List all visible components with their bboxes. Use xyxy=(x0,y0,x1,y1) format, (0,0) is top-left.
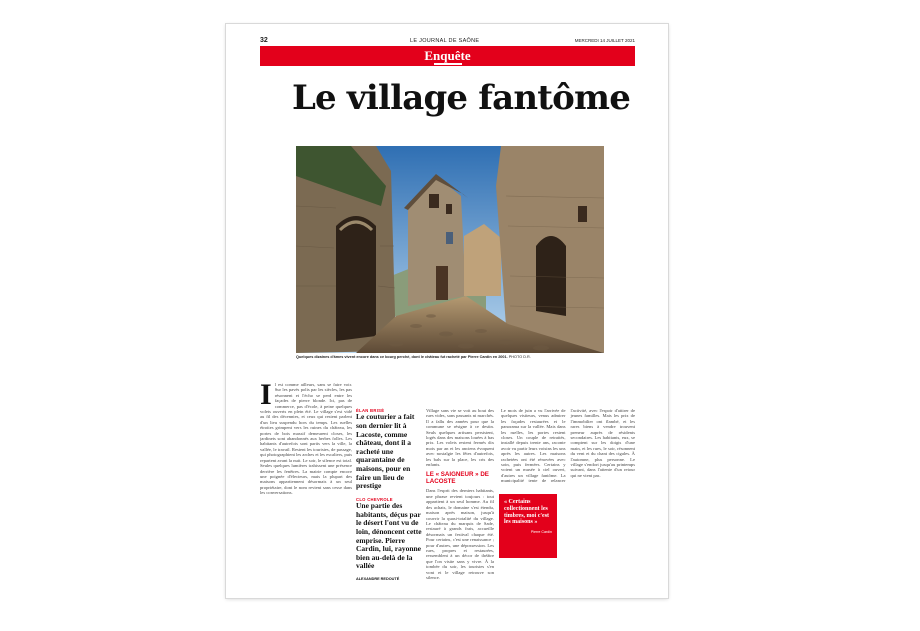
pull-quote xyxy=(499,494,557,558)
section-banner xyxy=(260,46,635,66)
pull-quote-text: « Certains collectionnent les timbres, moi c'est les maisons » xyxy=(504,499,550,526)
column-3-text-a: Village sans vie se voit au bout des rues vides, sans passants ni marchés. Il a fallu des années pour que la commune se résigne à ce destin. Seuls quelques artisans persistent, logés dans des maisons louées à bas prix. Les volets restent fermés dix mois par an et les anciens évoquent avec nostalgie les fêtes d'autrefois, les bals sur la place, les cris des enfants. xyxy=(426,408,494,468)
sidebar-lead-2: Une partie des habitants, déçus par le désert l'ont vu de loin, dénoncent cette emprise. Pierre Cardin, lui, rayonne bien au-delà de la vallée xyxy=(356,501,422,571)
section-label: Enquête xyxy=(424,48,471,63)
column-4-text: Le mois de juin a vu l'arrivée de quelques visiteurs, venus admirer les façades restaurées et le panorama sur la vallée. Mais dans les ruelles, les portes restent closes. Un couple de retraités, installé depuis trente ans, raconte avoir vu partir leurs voisins les uns après les autres. Les maisons rachetées ont été rénovées avec soin, puis fermées. Certains y voient un musée à ciel ouvert, d'autres un village fantôme. La municipalité tente de relancer l'activité, avec l'espoir d'attirer de jeunes familles. Mais les prix de l'immobilier ont flambé, et les rares biens à vendre trouvent preneur auprès de résidents secondaires. Les habitants, eux, se comptent sur les doigts d'une main, et les rues, le soir, résonnent du vent et du chant des cigales. À l'automne, plus personne. Le village s'endort jusqu'au printemps suivant, dans l'attente d'un retour qui ne vient pas. xyxy=(501,408,635,484)
article-column-3 xyxy=(426,408,494,588)
issue-date: MERCREDI 14 JUILLET 2021 xyxy=(574,38,635,43)
drop-cap: I xyxy=(260,382,272,411)
page-header xyxy=(260,37,635,45)
sidebar-kicker-1: ÉLAN BRISÉ xyxy=(356,408,385,413)
sidebar-kicker-2: CLO CHEVROLE xyxy=(356,496,393,502)
article-headline: Le village fantôme xyxy=(291,78,631,118)
article-sidebar xyxy=(356,408,422,588)
article-subhead: LE « SAIGNEUR » DE LACOSTE xyxy=(426,471,489,486)
article-column-1 xyxy=(260,382,352,588)
village-street-photo xyxy=(296,146,604,353)
sidebar-lead-1: Le couturier a fait son dernier lit à Lacoste, comme château, dont il a racheté une quarantaine de maisons, pour en faire un lieu de prestige xyxy=(356,412,415,491)
pull-quote-attribution: Pierre Cardin xyxy=(530,530,552,535)
author-signature: ALEXANDRE REDOUTÉ xyxy=(356,576,400,581)
caption-text: Quelques dizaines d'âmes vivent encore dans ce bourg perché, dont le château fut racheté par Pierre Cardin en 2001. xyxy=(296,355,508,359)
village-street-illustration xyxy=(296,146,604,353)
photo-caption xyxy=(296,355,604,359)
section-underline xyxy=(434,63,462,65)
newspaper-page xyxy=(226,24,668,598)
column-3-text-b: Dans l'esprit des derniers habitants, une phrase revient toujours : tout appartient à un seul homme. Au fil des achats, le domaine s'est étendu, maison après maison, jusqu'à couvrir la quasi-totalité du village. Le château du marquis de Sade, restauré à grands frais, accueille désormais un festival chaque été. Pour certains, c'est une renaissance ; pour d'autres, une dépossession. Les rues, propres et restaurées, ressemblent à un décor de théâtre que l'on visite sans y vivre. À la tombée du soir, les touristes s'en vont et le village retrouve son silence. xyxy=(426,488,494,580)
journal-name: LE JOURNAL DE SAÔNE xyxy=(410,38,480,44)
page-number: 32 xyxy=(260,37,268,44)
photo-credit: PHOTO D.R. xyxy=(508,355,531,359)
column-1-text: l est comme ailleurs, sans se faire voir. Sur les pavés polis par les siècles, les pas résonnent et l'écho se perd entre les façades de pierre blonde. Ici, pas de commerce, pas d'école, à peine quelques volets ouverts en plein été. Le village s'est vidé au fil des décennies, et ceux qui restent parlent d'un lieu suspendu hors du temps. Les ruelles étroites grimpent vers les ruines du château, les portes de bois massif demeurent closes, les jardinets sont abandonnés aux herbes folles. Les habitants d'autrefois sont partis vers la ville, la vallée, le travail. Restent les touristes, de passage, qui photographient les arches et les escaliers, puis repartent avant la nuit. Le soir, le silence est total. Seules quelques lumières trahissent une présence derrière les fenêtres. La mairie compte encore une poignée d'électeurs, mais la plupart des maisons appartiennent désormais à un seul propriétaire, dont le nom revient sans cesse dans les conversations. xyxy=(260,382,352,496)
